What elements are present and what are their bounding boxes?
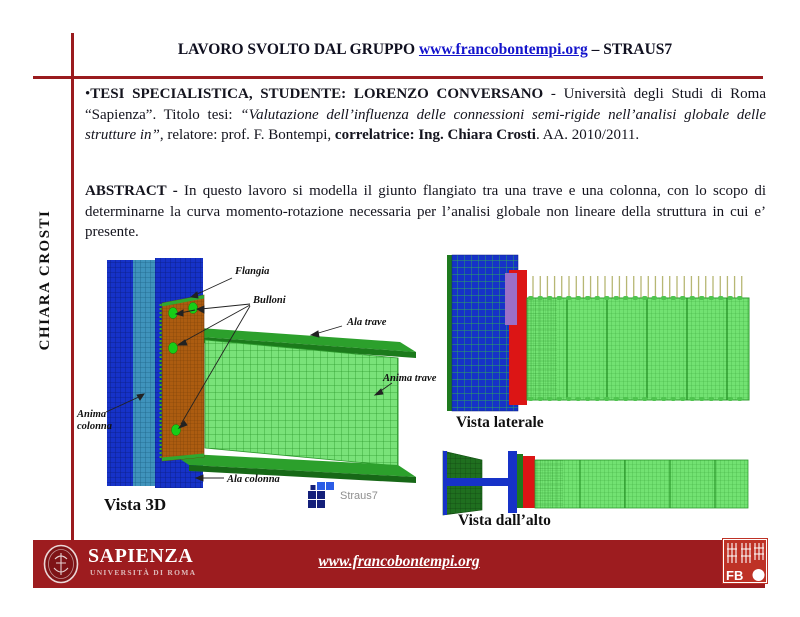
vertical-accent-line bbox=[71, 33, 74, 540]
top-beam-mesh bbox=[535, 460, 748, 508]
header-title-prefix: LAVORO SVOLTO DAL GRUPPO bbox=[177, 41, 419, 58]
caption-vista-3d: Vista 3D bbox=[104, 495, 167, 514]
top-column-strip bbox=[508, 451, 517, 513]
top-green-strip bbox=[517, 454, 523, 508]
flange-plate bbox=[161, 295, 204, 461]
label-anima-colonna-2: colonna bbox=[77, 421, 113, 432]
fem-top-view-figure bbox=[440, 448, 755, 521]
fb-seal-icon bbox=[722, 538, 768, 584]
abstract-text: ABSTRACT - In questo lavoro si modella il giunto flangiato tra una trave e una colonna, con lo scopo di determinarne la curva momento-rotazione necessaria per l’analisi globale non lineare della struttura in cui e’ presente. bbox=[85, 183, 766, 241]
label-ala-colonna: Ala colonna bbox=[227, 474, 280, 485]
fb-seal-text: FB bbox=[726, 568, 744, 583]
abstract-paragraph bbox=[85, 181, 766, 243]
lateral-beam-mesh bbox=[527, 298, 749, 400]
restraint-springs bbox=[529, 276, 748, 298]
label-anima-colonna-1: Anima bbox=[77, 409, 107, 420]
sapienza-subtitle: UNIVERSITÀ DI ROMA bbox=[90, 568, 197, 577]
label-bulloni: Bulloni bbox=[253, 295, 286, 306]
label-anima-trave: Anima trave bbox=[383, 373, 437, 384]
sapienza-wordmark: SAPIENZA bbox=[88, 545, 194, 567]
header-title-suffix: – STRAUS7 bbox=[587, 41, 673, 58]
horizontal-accent-line bbox=[33, 76, 763, 79]
label-ala-trave: Ala trave bbox=[347, 317, 387, 328]
caption-vista-laterale: Vista laterale bbox=[456, 414, 544, 431]
fem-top-view-svg bbox=[440, 448, 755, 516]
footer-link[interactable]: www.francobontempi.org bbox=[318, 553, 480, 570]
top-end-plate bbox=[523, 456, 535, 508]
thesis-text: TESI SPECIALISTICA, STUDENTE: LORENZO CONVERSANO - Università degli Studi di Roma “Sapienza”. Titolo tesi: “Valutazione dell’influenza delle connessioni semi-rigide nell’analisi globale delle strutture in”, relatore: prof. F. Bontempi, correlatrice: Ing. Chiara Crosti. AA. 2010/2011. bbox=[85, 86, 767, 144]
header-title bbox=[80, 41, 770, 59]
straus7-logo-text: Straus7 bbox=[340, 490, 378, 502]
footer-bar bbox=[33, 540, 765, 588]
fem-lateral-view-figure bbox=[443, 253, 755, 420]
fem-3d-view-svg bbox=[75, 252, 440, 520]
beam-mesh bbox=[171, 326, 416, 483]
header-link[interactable]: www.francobontempi.org bbox=[418, 41, 588, 58]
fem-lateral-view-svg bbox=[443, 253, 755, 415]
top-column-web bbox=[443, 478, 511, 486]
bullet-glyph: • bbox=[85, 86, 91, 102]
caption-vista-dallalto: Vista dall’alto bbox=[458, 512, 551, 529]
lateral-purple-zone bbox=[505, 273, 517, 325]
straus7-logo-icon bbox=[308, 482, 334, 508]
thesis-paragraph bbox=[85, 84, 766, 146]
sidebar-author-label: CHIARA CROSTI bbox=[37, 209, 53, 351]
label-flangia: Flangia bbox=[235, 266, 270, 277]
fem-3d-view-figure bbox=[75, 252, 440, 525]
